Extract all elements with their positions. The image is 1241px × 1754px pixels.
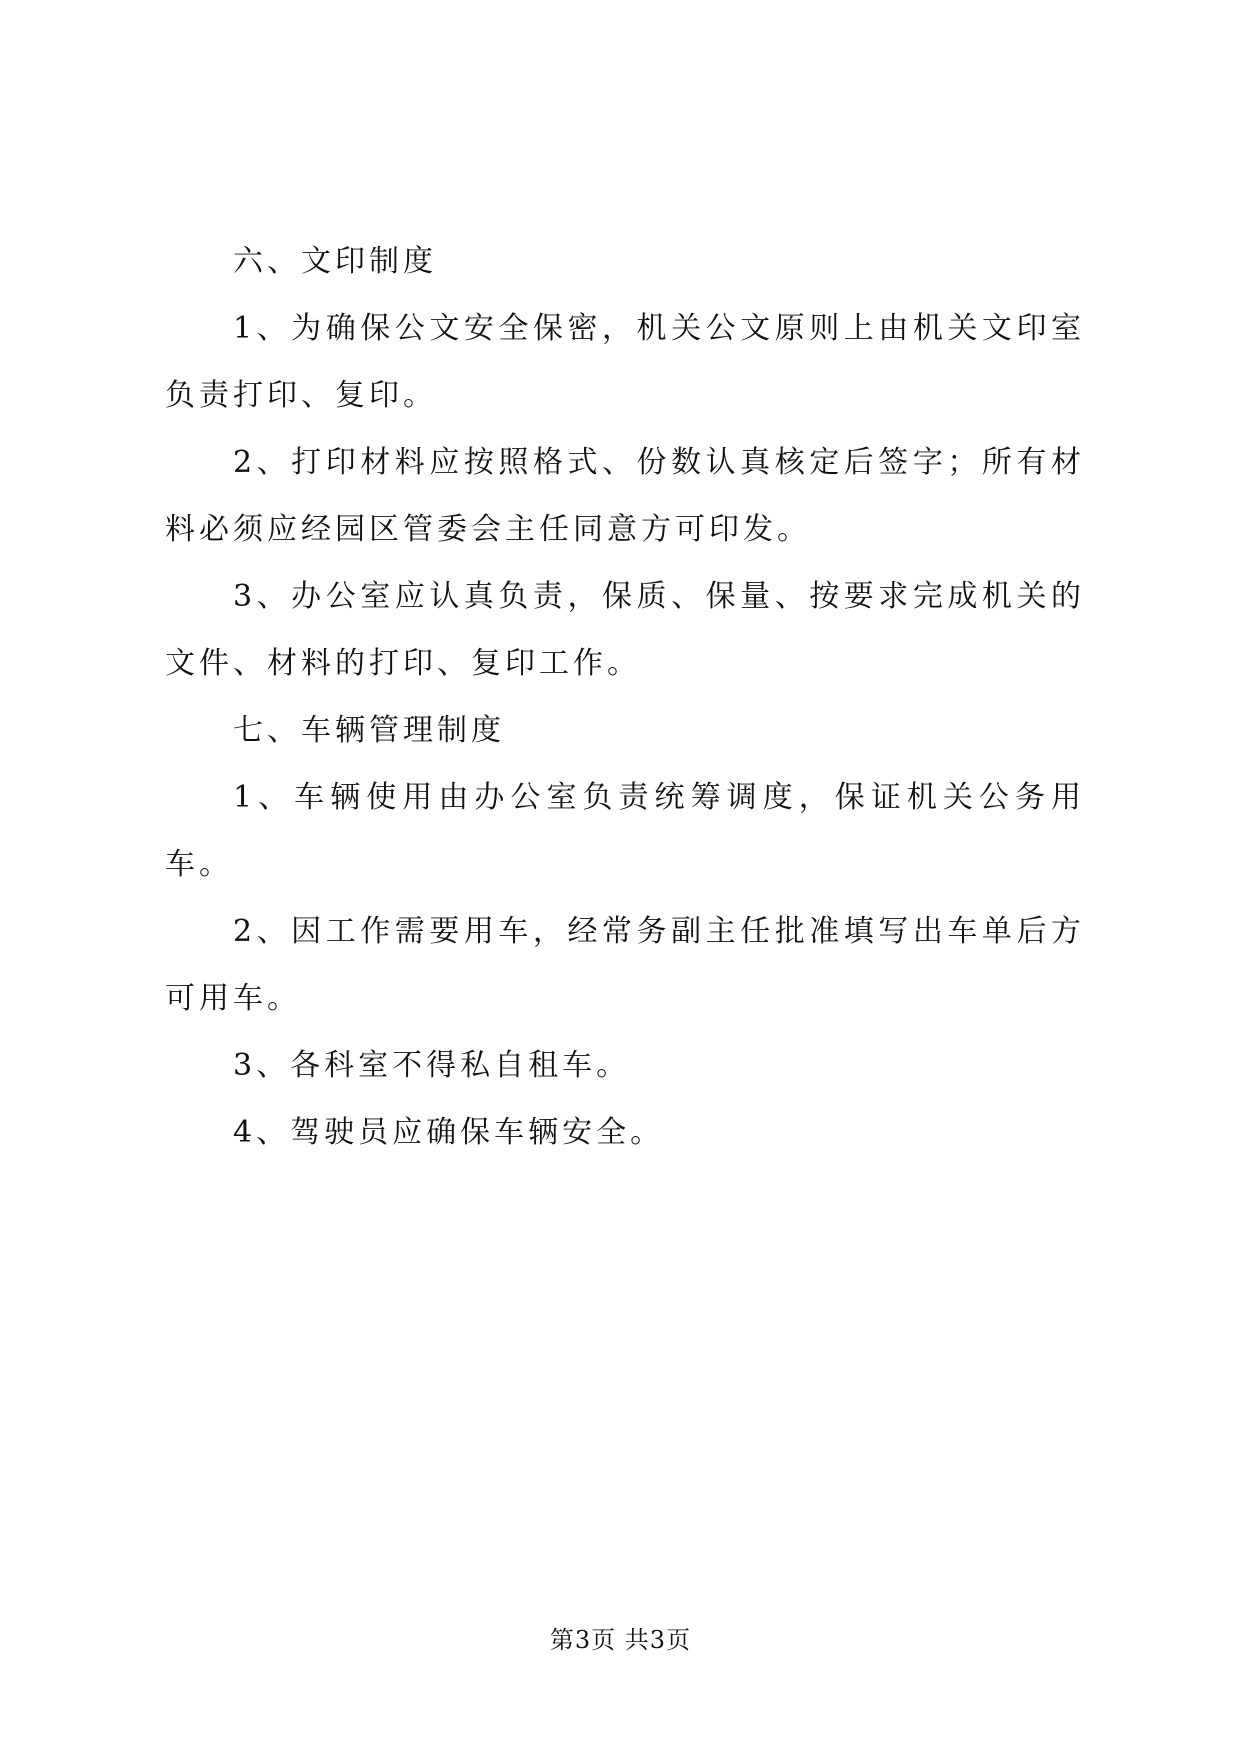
paragraph: 1、车辆使用由办公室负责统筹调度，保证机关公务用车。 bbox=[165, 780, 1085, 882]
paragraph: 3、办公室应认真负责，保质、保量、按要求完成机关的文件、材料的打印、复印工作。 bbox=[165, 579, 1085, 681]
paragraph: 4、驾驶员应确保车辆安全。 bbox=[233, 1115, 665, 1150]
paragraph: 2、打印材料应按照格式、份数认真核定后签字；所有材料必须应经园区管委会主任同意方可印发。 bbox=[165, 445, 1085, 547]
section-heading-vehicles: 七、车辆管理制度 bbox=[233, 713, 505, 748]
paragraph: 2、因工作需要用车，经常务副主任批准填写出车单后方可用车。 bbox=[165, 914, 1085, 1016]
section-heading-printing: 六、文印制度 bbox=[233, 244, 437, 279]
paragraph: 3、各科室不得私自租车。 bbox=[233, 1048, 631, 1083]
document-body bbox=[165, 228, 1085, 1166]
page-number-footer: 第3页 共3页 bbox=[549, 1626, 692, 1654]
paragraph: 1、为确保公文安全保密，机关公文原则上由机关文印室负责打印、复印。 bbox=[165, 311, 1085, 413]
